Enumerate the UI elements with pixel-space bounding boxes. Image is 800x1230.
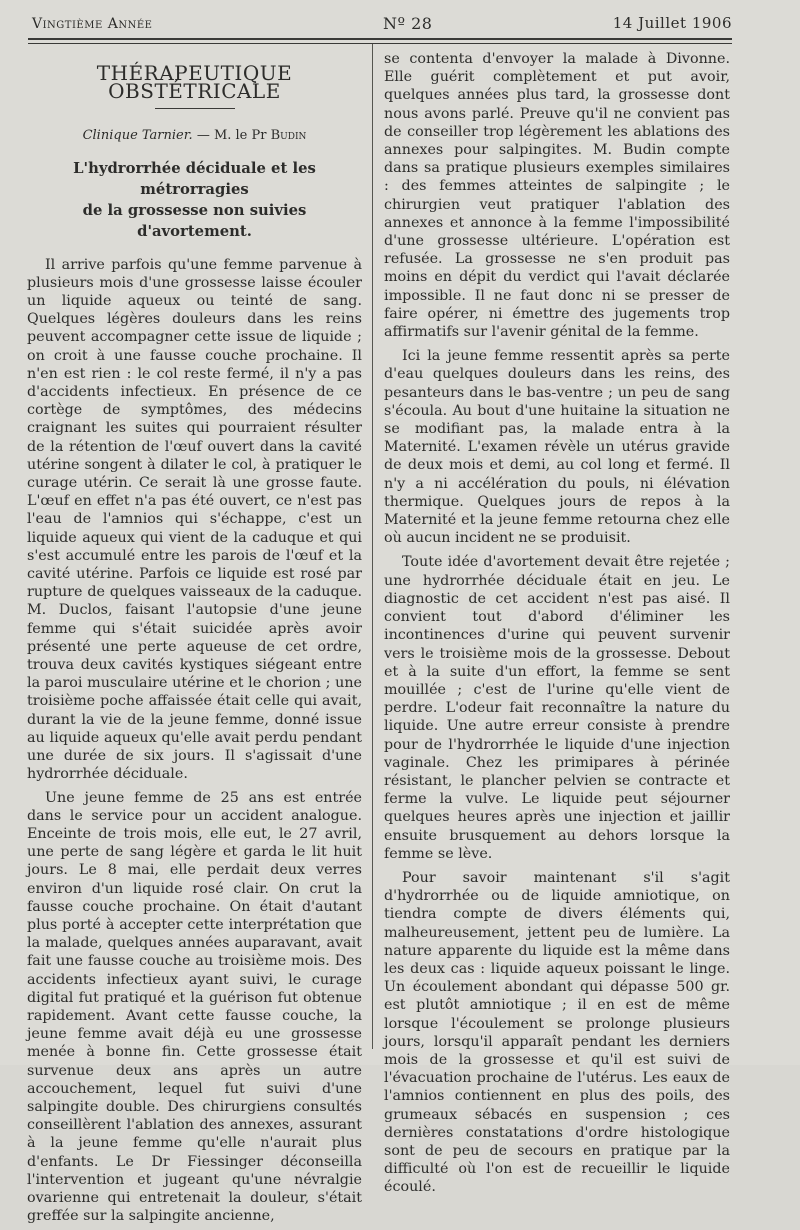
article-title-line-1: L'hydrorrhée déciduale et les métrorragies: [73, 159, 316, 198]
section-title: THÉRAPEUTIQUE OBSTÉTRICALE: [96, 61, 293, 104]
issue-number: Nº 28: [383, 14, 433, 33]
title-rule: [155, 108, 235, 109]
left-column: [27, 52, 362, 1230]
paragraph: Toute idée d'avortement devait être rejetée ; une hydrorrhée déciduale était en jeu. Le diagnostic de cet accident n'est pas aisé. Il convient tout d'abord d'éliminer les incontinences d'urine qui peuvent survenir vers le troisième mois de la grossesse. Debout et à la suite d'un effort, la femme se sent mouillée ; c'est de l'urine qu'elle vient de perdre. L'odeur fait reconnaître la nature du liquide. Une autre erreur consiste à prendre pour de l'hydrorrhée le liquide d'une injection vaginale. Chez les primipares à périnée résistant, le plancher pelvien se contracte et ferme la vulve. Le liquide peut séjourner quelques heures après une injection et jaillir ensuite brusquement au dehors lorsque la femme se lève.: [384, 554, 730, 862]
paragraph: Une jeune femme de 25 ans est entrée dans le service pour un accident analogue. Enceinte de trois mois, elle eut, le 27 avril, une perte de sang légère et garda le lit huit jours. Le 8 mai, elle perdait deux verres environ d'un liquide rosé clair. On crut la fausse couche prochaine. On était d'autant plus porté à accepter cette interprétation que la malade, quelques années auparavant, avait fait une fausse couche au troisième mois. Des accidents infectieux ayant suivi, le curage digital fut pratiqué et la guérison fut obtenue rapidement. Avant cette fausse couche, la jeune femme avait déjà eu une grossesse menée à bonne fin. Cette grossesse était survenue deux ans après un autre accouchement, lequel fut suivi d'une salpingite double. Des chirurgiens consultés conseillèrent l'ablation des annexes, assurant à la jeune femme qu'elle n'aurait plus d'enfants. Le Dr Fiessinger déconseilla l'intervention et jugeant qu'une névralgie ovarienne qui entretenait la douleur, s'était greffée sur la salpingite ancienne,: [27, 789, 362, 1225]
clinic-prof-name: Budin: [270, 128, 307, 144]
clinic-prof-prefix: — M. le Pr: [196, 128, 267, 144]
paragraph: Ici la jeune femme ressentit après sa perte d'eau quelques douleurs dans les reins, des pesanteurs dans le bas-ventre ; un peu de sang s'écoula. Au bout d'une huitaine la situation ne se modifiant pas, la malade entra à la Maternité. L'examen révèle un utérus gravide de deux mois et demi, au col long et fermé. Il n'y a ni accélération du pouls, ni élévation thermique. Quelques jours de repos à la Maternité et la jeune femme retourna chez elle où aucun incident ne se produisit.: [384, 348, 730, 547]
clinic-name: Clinique Tarnier.: [82, 128, 193, 144]
article-title: [27, 158, 362, 242]
running-head: [28, 14, 732, 36]
article-title-line-2: de la grossesse non suivies d'avortement.: [82, 201, 307, 240]
paragraph: Pour savoir maintenant s'il s'agit d'hydrorrhée ou de liquide amniotique, on tiendra compte de divers éléments qui, malheureusement, jettent peu de lumière. La nature apparente du liquide est la même dans les deux cas : liquide aqueux poissant le linge. Un écoulement abondant qui dépasse 500 gr. est plutôt amniotique ; il en est de même lorsque l'écoulement se prolonge plusieurs jours, lorsqu'il apparaît pendant les derniers mois de la grossesse et qu'il est suivi de l'évacuation prochaine de l'utérus. Les eaux de l'amnios contiennent en plus des poils, des grumeaux sébacés en suspension ; ces dernières constatations d'ordre histologique sont de peu de secours en pratique par la difficulté où l'on est de recueillir le liquide écoulé.: [384, 869, 730, 1196]
volume-year: Vingtième Année: [32, 16, 153, 32]
right-column: [384, 50, 730, 1203]
paragraph: se contenta d'envoyer la malade à Divonne. Elle guérit complètement et put avoir, quelques années plus tard, la grossesse dont nous avons parlé. Preuve qu'il ne convient pas de conseiller trop légèrement les ablations des annexes pour salpingites. M. Budin compte dans sa pratique plusieurs exemples similaires : des femmes atteintes de salpingite ; le chirurgien veut pratiquer l'ablation des annexes et annonce à la femme l'impossibilité d'une grossesse ultérieure. L'opération est refusée. La grossesse ne s'en produit pas moins en dépit du verdict qui l'avait déclarée impossible. Il ne faut donc ni se presser de faire opérer, ni émettre des jugements trop affirmatifs sur l'avenir génital de la femme.: [384, 51, 730, 341]
clinic-byline: [27, 127, 362, 145]
paragraph: Il arrive parfois qu'une femme parvenue à plusieurs mois d'une grossesse laisse écouler un liquide aqueux ou teinté de sang. Quelques légères douleurs dans les reins peuvent accompagner cette issue de liquide ; on croit à une fausse couche prochaine. Il n'en est rien : le col reste fermé, il n'y a pas d'accidents infectieux. En présence de ce cortège de symptômes, des médecins craignant les suites qui pourraient résulter de la rétention de l'œuf ouvert dans la cavité utérine songent à dilater le col, à pratiquer le curage utérin. Ce serait là une grosse faute. L'œuf en effet n'a pas été ouvert, ce n'est pas l'eau de l'amnios qui s'échappe, c'est un liquide aqueux qui vient de la caduque et qui s'est accumulé entre les parois de l'œuf et la cavité utérine. Parfois ce liquide est rosé par rupture de quelques vaisseaux de la caduque. M. Duclos, faisant l'autopsie d'une jeune femme qui s'était suicidée après avoir présenté une perte aqueuse de cet ordre, trouva deux cavités kystiques siégeant entre la paroi musculaire utérine et le chorion ; une troisième poche affaissée était celle qui avait, durant la vie de la jeune femme, donné issue au liquide aqueux qu'elle avait perdu pendant une durée de six jours. Il s'agissait d'une hydrorrhée déciduale.: [27, 256, 362, 783]
header-rule: [28, 38, 732, 44]
issue-date: 14 Juillet 1906: [612, 14, 732, 32]
column-divider: [372, 44, 373, 1049]
